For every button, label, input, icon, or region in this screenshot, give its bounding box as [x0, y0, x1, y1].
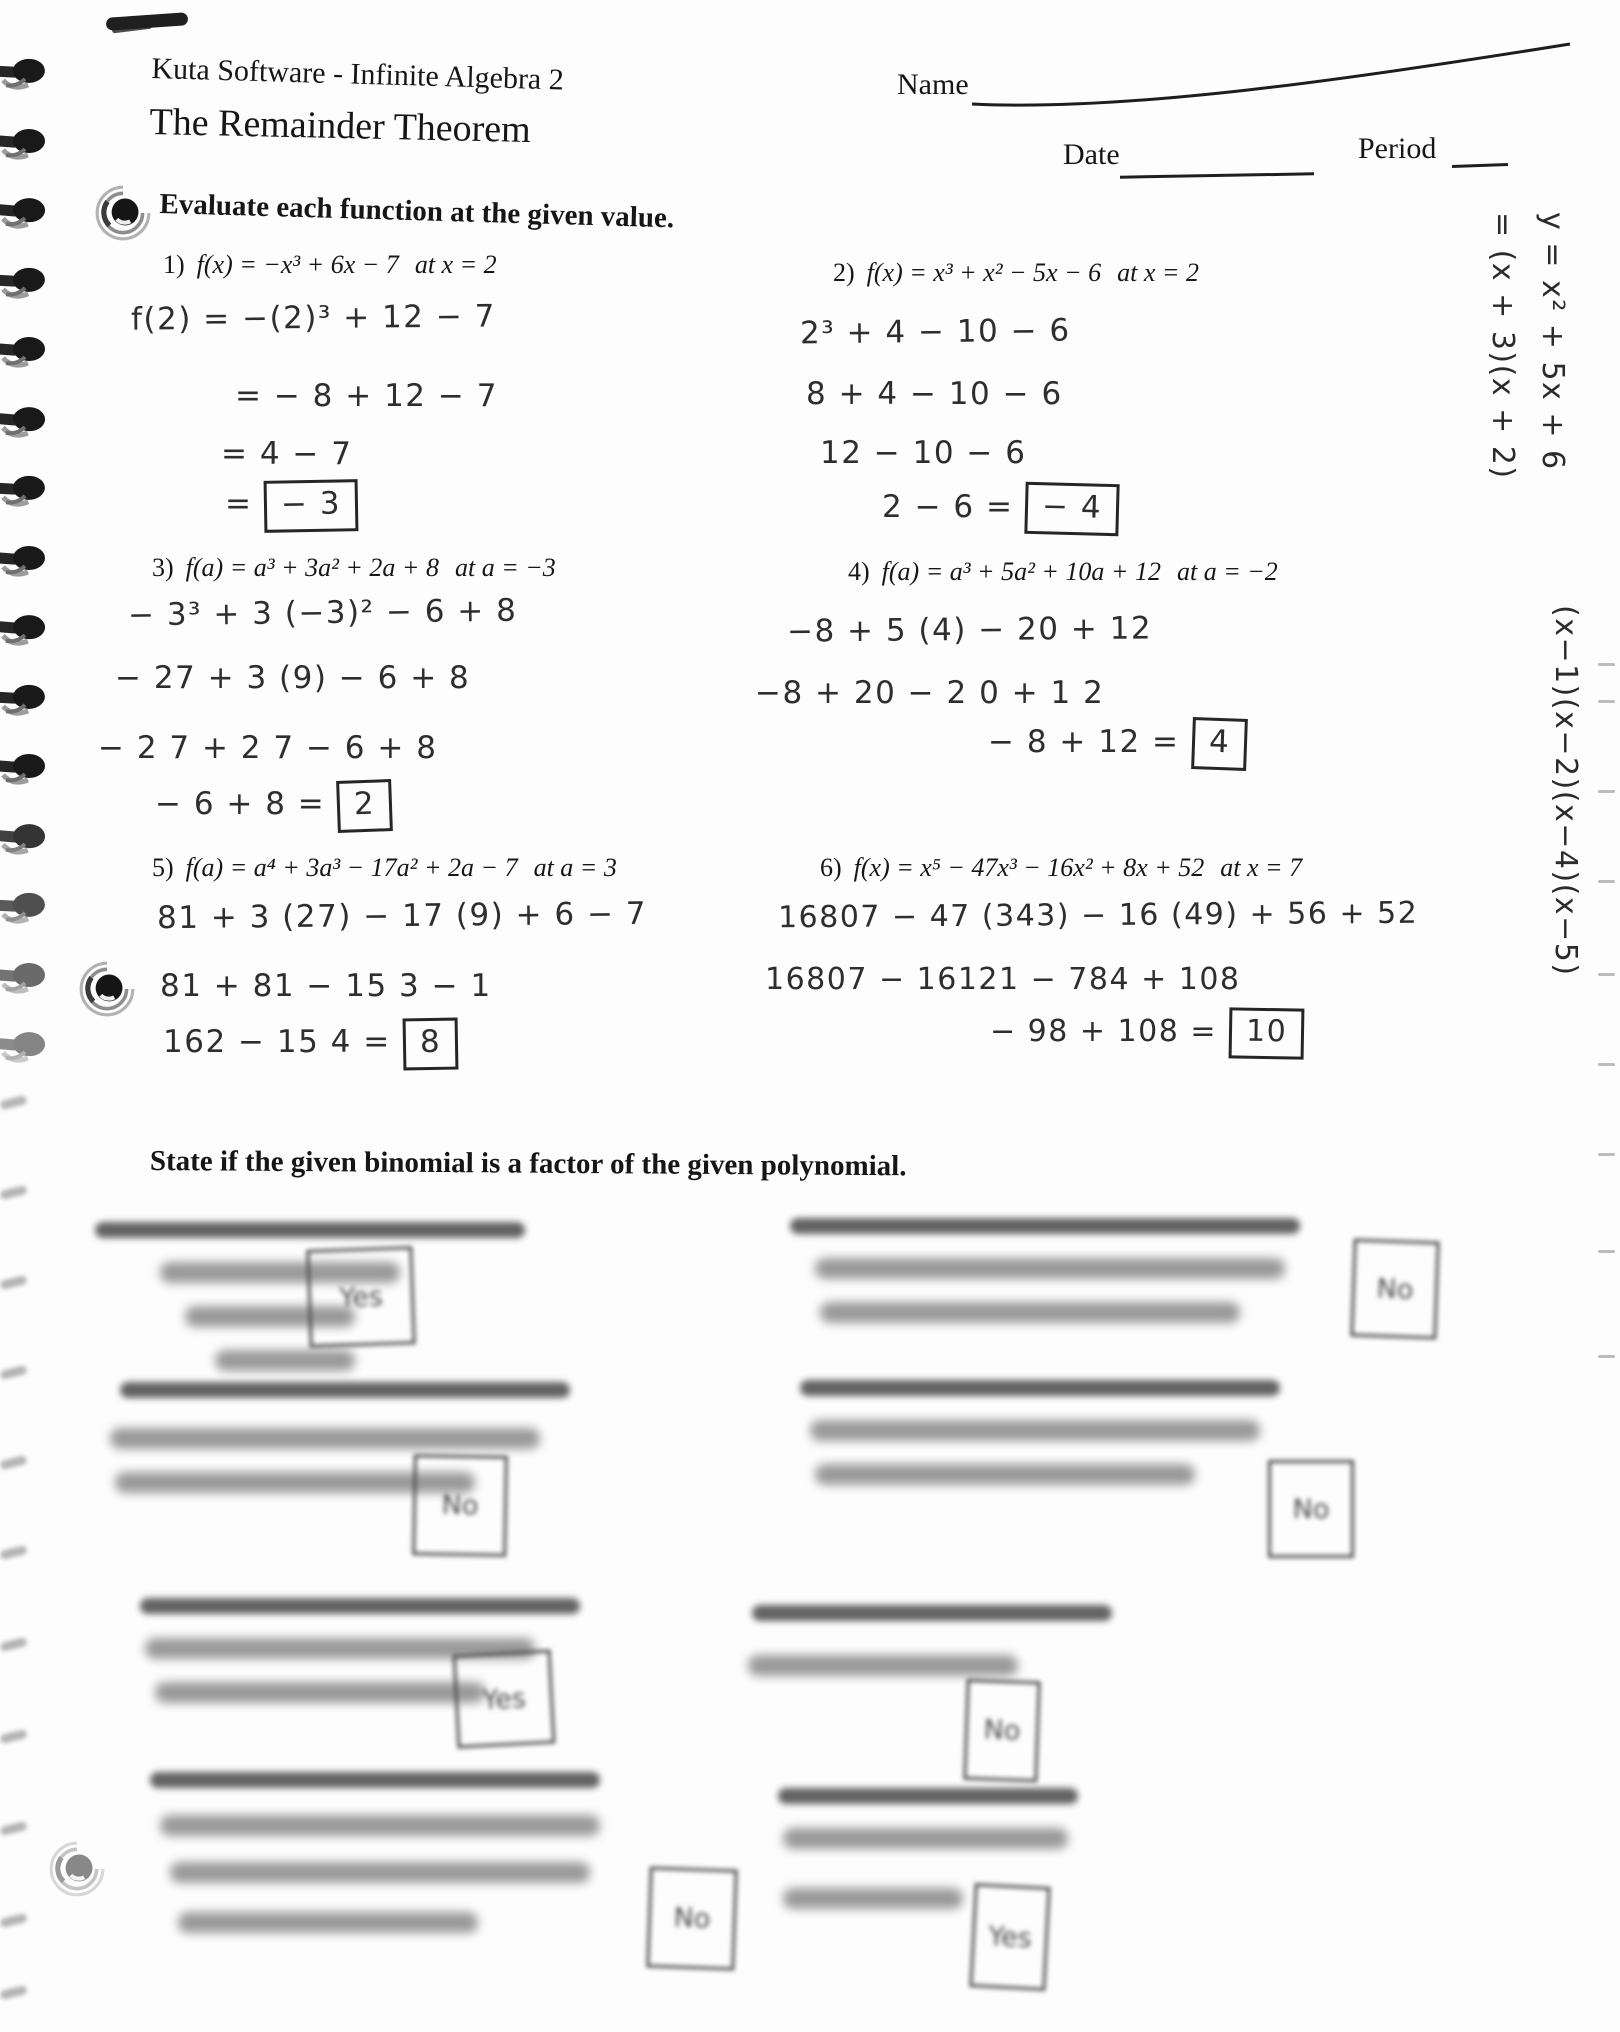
page-edge-mark	[1598, 1250, 1615, 1253]
problem-5-statement: 5) f(a) = a⁴ + 3a³ − 17a² + 2a − 7 at a = 3	[152, 853, 617, 882]
spiral-coil	[0, 262, 48, 308]
spiral-coil	[0, 124, 48, 169]
blurred-work-line	[155, 1682, 485, 1703]
hole-punch-swirl	[46, 1838, 108, 1905]
spiral-coil-faint	[0, 1455, 28, 1470]
spiral-coil	[0, 332, 48, 377]
spiral-coil	[0, 54, 48, 100]
spiral-coil	[0, 749, 48, 794]
period-line	[1452, 163, 1508, 168]
spiral-coil	[0, 679, 48, 725]
blurred-answer-box: No	[1268, 1460, 1354, 1558]
spiral-coil-faint	[0, 1095, 28, 1110]
spiral-coil	[0, 610, 48, 656]
problem-3	[95, 550, 635, 860]
page-edge-mark	[1598, 790, 1615, 793]
problem-1-statement: 1) f(x) = −x³ + 6x − 7 at x = 2	[163, 250, 497, 279]
name-line	[958, 30, 1583, 115]
blurred-work-line	[783, 1828, 1068, 1849]
work-line: − 6 + 8 = 2	[155, 780, 393, 832]
work-line: − 2 7 + 2 7 − 6 + 8	[98, 730, 438, 766]
spiral-coil	[0, 888, 48, 934]
spiral-coil-faint	[0, 1365, 28, 1380]
problem-3-statement: 3) f(a) = a³ + 3a² + 2a + 8 at a = −3	[152, 553, 556, 582]
work-line: − 3³ + 3 (−3)² − 6 + 8	[127, 592, 518, 634]
problem-6-statement: 6) f(x) = x⁵ − 47x³ − 16x² + 8x + 52 at x = 7	[820, 853, 1303, 882]
work-line: − 98 + 108 = 10	[990, 1008, 1304, 1059]
answer-box: − 3	[264, 479, 359, 533]
problem-2	[790, 250, 1330, 560]
date-line	[1120, 172, 1314, 178]
work-line: 16807 − 16121 − 784 + 108	[765, 962, 1241, 997]
blurred-answer-box: Yes	[453, 1650, 556, 1749]
period-label: Period	[1358, 132, 1437, 165]
spiral-coil	[0, 471, 48, 517]
problem-number: 1)	[163, 250, 185, 279]
spiral-coil-faint	[0, 1821, 28, 1836]
problem-5	[115, 850, 735, 1100]
work-line: 8 + 4 − 10 − 6	[806, 376, 1063, 412]
blurred-work-line	[178, 1912, 478, 1933]
blurred-work-line	[215, 1350, 355, 1371]
blurred-printed-line	[752, 1605, 1112, 1621]
blurred-work-line	[160, 1815, 600, 1836]
spiral-coil	[0, 193, 48, 239]
page-edge-mark	[1598, 700, 1615, 703]
page-title: The Remainder Theorem	[149, 100, 532, 151]
blurred-printed-line	[95, 1222, 525, 1238]
work-line: 16807 − 47 (343) − 16 (49) + 56 + 52	[777, 895, 1419, 936]
problem-1	[115, 250, 635, 560]
blurred-work-line	[110, 1428, 540, 1449]
answer-box: 4	[1191, 717, 1248, 771]
blurred-work-line	[748, 1655, 1018, 1676]
answer-box: 10	[1229, 1007, 1305, 1059]
answer-box: 2	[336, 779, 393, 833]
spiral-coil-faint	[0, 1729, 28, 1744]
blurred-answer-box: No	[412, 1454, 508, 1557]
work-line: −8 + 20 − 2 0 + 1 2	[755, 675, 1105, 711]
hole-punch-swirl	[76, 958, 138, 1025]
blurred-work-line	[170, 1862, 590, 1883]
date-label: Date	[1063, 138, 1120, 171]
name-label: Name	[897, 68, 969, 101]
spiral-coil-faint	[0, 1185, 28, 1200]
spiral-coil	[0, 1027, 48, 1073]
blurred-work-line	[815, 1258, 1285, 1279]
blurred-printed-line	[120, 1382, 570, 1398]
work-line: − 8 + 12 = 4	[988, 718, 1247, 770]
blurred-answer-box: Yes	[969, 1883, 1050, 1991]
page-edge-mark	[1598, 1063, 1615, 1066]
work-line: − 27 + 3 (9) − 6 + 8	[115, 660, 471, 696]
spiral-coil-faint	[0, 1985, 28, 2000]
brand-text: Kuta Software - Infinite Algebra 2	[151, 52, 565, 97]
work-line: 2³ + 4 − 10 − 6	[799, 312, 1071, 352]
spiral-coil	[0, 401, 48, 447]
work-line: 81 + 3 (27) − 17 (9) + 6 − 7	[156, 895, 648, 937]
work-line: f(2) = −(2)³ + 12 − 7	[130, 298, 497, 338]
evaluate-section-heading: Evaluate each function at the given value.	[159, 188, 675, 235]
work-line: 162 − 15 4 = 8	[163, 1018, 458, 1070]
blurred-answer-box: No	[1350, 1239, 1439, 1340]
problem-2-statement: 2) f(x) = x³ + x² − 5x − 6 at x = 2	[833, 258, 1199, 287]
spiral-coil	[0, 818, 48, 864]
blurred-printed-line	[140, 1598, 580, 1614]
blurred-work-line	[783, 1888, 963, 1909]
work-line: = − 3	[225, 480, 359, 532]
work-line: = 4 − 7	[221, 436, 353, 472]
spiral-coil	[0, 958, 48, 1003]
hole-punch-swirl	[92, 182, 154, 249]
work-line: −8 + 5 (4) − 20 + 12	[786, 610, 1153, 650]
margin-note-roots: (x−1)(x−2)(x−4)(x−5)	[1548, 605, 1583, 977]
work-line: = − 8 + 12 − 7	[235, 378, 498, 414]
blurred-answer-box: No	[963, 1679, 1040, 1783]
spiral-coil-faint	[0, 1913, 28, 1928]
spiral-coil-faint	[0, 1545, 28, 1560]
blurred-printed-line	[800, 1380, 1280, 1396]
work-line: 12 − 10 − 6	[820, 435, 1027, 471]
page-edge-mark	[1598, 973, 1615, 976]
work-line: 81 + 81 − 15 3 − 1	[160, 968, 492, 1004]
factor-section-heading: State if the given binomial is a factor of the given polynomial.	[149, 1145, 907, 1183]
spiral-coil	[0, 541, 48, 586]
problem-4-statement: 4) f(a) = a³ + 5a² + 10a + 12 at a = −2	[848, 557, 1278, 586]
page-edge-mark	[1598, 1153, 1615, 1156]
page-edge-mark	[1598, 663, 1615, 666]
answer-box: − 4	[1025, 482, 1120, 536]
blurred-work-line	[815, 1464, 1195, 1485]
answer-box: 8	[402, 1018, 458, 1071]
problem-6	[750, 850, 1419, 1090]
margin-note-factoring: y = x² + 5x + 6 = (x + 3)(x + 2)	[1485, 212, 1570, 480]
problem-4	[750, 550, 1330, 790]
blurred-answer-box: Yes	[306, 1246, 415, 1348]
blurred-printed-line	[790, 1218, 1300, 1234]
page-edge-mark	[1598, 1355, 1615, 1358]
blurred-work-line	[820, 1302, 1240, 1323]
spiral-coil-faint	[0, 1275, 28, 1290]
spiral-coil-faint	[0, 1637, 28, 1652]
work-line: 2 − 6 = − 4	[882, 483, 1120, 535]
blurred-printed-line	[778, 1788, 1078, 1804]
blurred-work-line	[810, 1420, 1260, 1441]
blurred-printed-line	[150, 1772, 600, 1788]
page-edge-mark	[1598, 880, 1615, 883]
blurred-answer-box: No	[646, 1866, 737, 1970]
